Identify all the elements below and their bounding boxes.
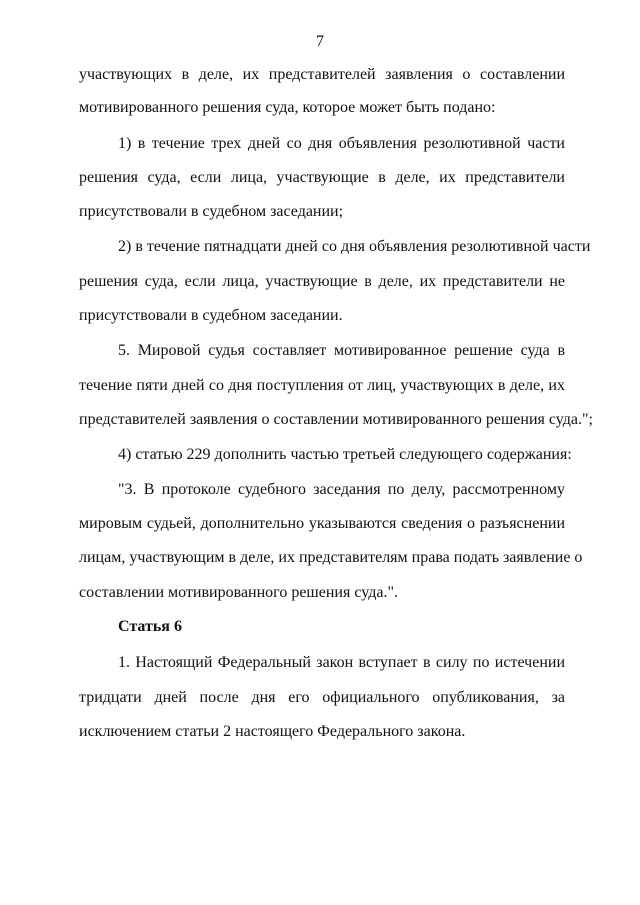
text-line: решения суда, если лица, участвующие в деле, их представители <box>79 169 565 186</box>
article-6-paragraph-1-line: 1. Настоящий Федеральный закон вступает в силу по истечении <box>118 654 565 671</box>
text-line: присутствовали в судебном заседании. <box>79 307 343 324</box>
quoted-paragraph-line: "3. В протоколе судебного заседания по делу, рассмотренному <box>118 481 565 498</box>
text-line: присутствовали в судебном заседании; <box>79 203 344 220</box>
text-line: мировым судьей, дополнительно указываются сведения о разъяснении <box>79 515 565 532</box>
article-heading: Статья 6 <box>118 618 182 635</box>
text-line: решения суда, если лица, участвующие в деле, их представители не <box>79 273 565 290</box>
paragraph-5-line: 5. Мировой судья составляет мотивированное решение суда в <box>118 342 565 359</box>
text-line: участвующих в деле, их представителей заявления о составлении <box>79 66 565 83</box>
text-line: представителей заявления о составлении мотивированного решения суда."; <box>79 411 593 428</box>
text-line: мотивированного решения суда, которое может быть подано: <box>79 99 496 116</box>
text-line: лицам, участвующим в деле, их представителям права подать заявление о <box>79 549 583 566</box>
amendment-4-line: 4) статью 229 дополнить частью третьей следующего содержания: <box>118 446 572 463</box>
text-line: тридцати дней после дня его официального опубликования, за <box>79 689 565 706</box>
text-line: составлении мотивированного решения суда.". <box>79 584 398 601</box>
page-number: 7 <box>316 33 324 50</box>
list-item-1-line: 1) в течение трех дней со дня объявления резолютивной части <box>118 135 565 152</box>
text-line: течение пяти дней со дня поступления от лиц, участвующих в деле, их <box>79 377 565 394</box>
text-line: исключением статьи 2 настоящего Федерального закона. <box>79 723 466 740</box>
list-item-2-line: 2) в течение пятнадцати дней со дня объявления резолютивной части <box>118 238 591 255</box>
